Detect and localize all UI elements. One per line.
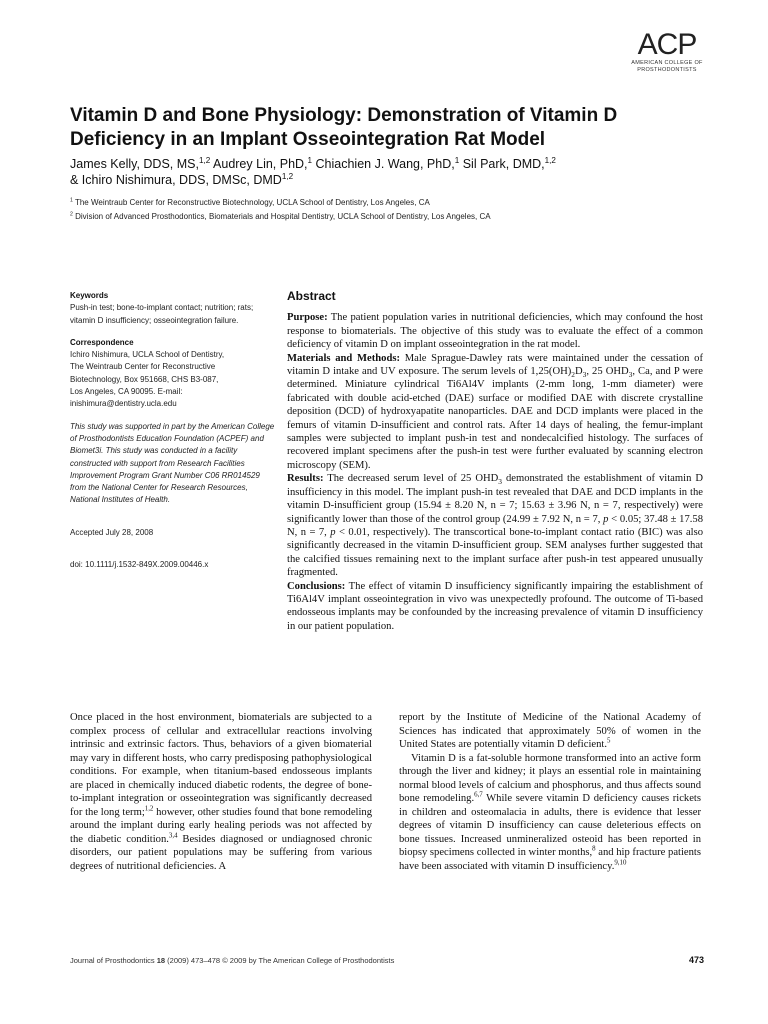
results-subscript: 3	[498, 477, 502, 487]
methods-text: , Ca, and P were determined. Miniature cylindrical Ti6Al4V implants (2-mm long, 1-mm diameter) were fabricated with double acid-etched (DAE) surface or modified DAE with discrete crystalline deposition (DCD) of hydroxyapatite nanoparticles. DAE and DCD implants were placed in the femurs of vitamin D-insufficient and control rats. After 14 days of healing, the femur-implant samples were subjected to implant push-in test and nondecalcified histology. The surfaces of recovered implant specimens after the push-in test were further evaluated by scanning electron microscopy (SEM).	[287, 366, 703, 471]
correspondence-line: Ichiro Nishimura, UCLA School of Dentistry,	[70, 350, 225, 360]
correspondence-line: The Weintraub Center for Reconstructive	[70, 362, 216, 372]
correspondence-line: Los Angeles, CA 90095. E-mail:	[70, 387, 183, 397]
journal-volume: 18	[156, 956, 166, 965]
funding-statement: This study was supported in part by the American College of Prosthodontists Education Foundation (ACPEF) and Biomet3i. This study was conducted in a facility constructed with support from Research Facilities Improvement Program Grant Number C06 RR014529 from the National Center for Research Resources, National Institutes of Health.	[70, 421, 275, 505]
results-label: Results:	[287, 473, 324, 485]
logo-mark: ACP	[637, 28, 697, 61]
affiliation-text: Division of Advanced Prosthodontics, Biomaterials and Hospital Dentistry, UCLA School of Dentistry, Los Angeles, CA	[75, 212, 491, 221]
p-symbol: p	[603, 513, 609, 525]
body-paragraph	[399, 711, 701, 752]
acp-logo	[612, 30, 722, 74]
body-text: however, other studies found that bone remodeling around the implant during early healing periods was not affected by the diabetic condition.	[70, 806, 372, 845]
citation: 6,7	[474, 791, 483, 799]
conclusions-text: The effect of vitamin D insufficiency significantly impairing the establishment of Ti6Al4V implant osseointegration in vivo was unexpectedly profound. The outcome of Ti-based endosseous implants may be confounded by the increasing prevalence of vitamin D insufficiency in our patient population.	[287, 580, 703, 632]
abstract-conclusions	[287, 580, 703, 634]
abstract-results	[287, 472, 703, 579]
body-column-right	[399, 711, 701, 873]
body-text: report by the Institute of Medicine of the National Academy of Sciences has indicated that approximately 50% of women in the United States are potentially vitamin D deficient.	[399, 712, 701, 750]
affiliation-text: The Weintraub Center for Reconstructive Biotechnology, UCLA School of Dentistry, Los Angeles, CA	[74, 198, 430, 207]
keywords-text: Push-in test; bone-to-implant contact; nutrition; rats; vitamin D insufficiency; osseointegration failure.	[70, 303, 254, 325]
abstract-purpose	[287, 311, 703, 351]
author-affil-sup: 1,2	[281, 171, 294, 181]
author-name: Audrey Lin, PhD,	[210, 157, 308, 171]
body-text: While severe vitamin D deficiency causes rickets in children and osteomalacia in adults, there is evidence that lesser degrees of vitamin D insufficiency can cause deleterious effects on bone tissues. Increased unmineralized osteoid has been reported in biopsy specimens collected in winter months,	[399, 793, 701, 858]
author-list	[70, 156, 710, 188]
body-text: Besides diagnosed or undiagnosed chronic disorders, our patient populations may be suffering from various degrees of nutritional deficiencies. A	[70, 833, 373, 872]
abstract-methods	[287, 352, 703, 473]
citation: 3,4	[168, 831, 178, 839]
results-text: The decreased serum level of 25 OHD	[323, 473, 499, 485]
body-text: and hip fracture patients have been associated with vitamin D insufficiency.	[399, 847, 701, 872]
author-affil-sup: 1	[307, 155, 313, 165]
logo-line-2: PROSTHODONTISTS	[637, 67, 697, 73]
abstract	[287, 290, 703, 633]
journal-citation: (2009) 473–478 © 2009 by The American College of Prosthodontists	[165, 956, 395, 965]
affiliation-number: 1	[70, 197, 73, 204]
affiliation	[70, 211, 710, 222]
citation: 1,2	[144, 804, 154, 812]
body-paragraph	[399, 752, 701, 874]
body-text: Once placed in the host environment, biomaterials are subjected to a complex process of cellular and extracellular reactions involving intrinsic and extrinsic factors. Thus, behaviors of a given biomaterial may vary in different hosts, who carry predisposing pathophysiological conditions. For example, when titanium-based endosseous implants are placed in chemically induced diabetic rodents, the degree of bone-to-implant integration or osseointegration was significantly decreased for the long term;	[70, 712, 372, 818]
author-affil-sup: 1,2	[198, 155, 211, 165]
affiliation	[70, 197, 710, 208]
author-name: & Ichiro Nishimura, DDS, DMSc, DMD	[70, 173, 282, 187]
citation: 5	[607, 737, 611, 745]
doi: doi: 10.1111/j.1532-849X.2009.00446.x	[70, 560, 209, 570]
correspondence-email: inishimura@dentistry.ucla.edu	[70, 399, 177, 409]
journal-name: Journal of Prosthodontics	[70, 956, 157, 965]
methods-subscript: 2	[571, 370, 575, 380]
author-name: Chiachien J. Wang, PhD,	[312, 157, 455, 171]
purpose-text: The patient population varies in nutritional deficiencies, which may confound the host response to biomaterials. The objective of this study was to evaluate the effect of a common deficiency of vitamin D on implant osseointegration in the rat model.	[287, 312, 703, 351]
methods-text: Male Sprague-Dawley rats were maintained under the cessation of vitamin D intake and UV exposure. The serum levels of 1,25(OH)	[287, 352, 703, 378]
author-affil-sup: 1,2	[544, 155, 556, 165]
author-affil-sup: 1	[454, 155, 460, 165]
citation: 8	[592, 845, 596, 853]
body-paragraph	[70, 711, 372, 873]
citation: 9,10	[614, 858, 627, 866]
correspondence-heading: Correspondence	[70, 337, 134, 347]
methods-text: , 25 OHD	[586, 366, 629, 378]
methods-subscript: 3	[628, 370, 633, 380]
body-column-left	[70, 711, 372, 873]
conclusions-label: Conclusions:	[287, 580, 346, 592]
results-text: demonstrated the establishment of vitamin D insufficiency in this model. The implant push-in test revealed that DAE and DCD implants in the vitamin D-insufficient group (15.94 ± 8.20 N, n = 7; 15.63 ± 3.96 N, n = 7, respectively) were significantly lower than those of the control group (24.99 ± 7.92 N, n = 7,	[287, 473, 704, 525]
purpose-label: Purpose:	[287, 312, 328, 324]
page-footer	[70, 956, 704, 965]
page-number: 473	[688, 955, 704, 965]
methods-text: D	[575, 366, 583, 378]
author-name: Sil Park, DMD,	[459, 157, 545, 171]
methods-subscript: 3	[582, 370, 587, 380]
body-text: Vitamin D is a fat-soluble hormone transformed into an active form through the liver and kidney; it plays an essential role in maintaining normal blood levels of calcium and phosphorus, and thus affects sound bone remodeling.	[399, 752, 701, 804]
p-symbol: p	[330, 526, 336, 538]
keywords-heading: Keywords	[70, 291, 109, 300]
abstract-heading: Abstract	[287, 289, 336, 303]
methods-label: Materials and Methods:	[287, 352, 400, 364]
article-sidebar	[70, 290, 275, 571]
accepted-date: Accepted July 28, 2008	[70, 527, 154, 537]
correspondence-line: Biotechnology, Box 951668, CHS B3-087,	[70, 374, 219, 384]
results-text: < 0.01, respectively). The transcortical bone-to-implant contact ratio (BIC) was also significantly decreased in the vitamin D-insufficient group. SEM analyses further suggested that the calcified tissues remaining next to the implant surface after push-in test appeared unusually fragmented.	[287, 526, 704, 579]
affiliation-number: 2	[70, 211, 73, 218]
results-text: < 0.05; 37.48 ± 17.58 N, n = 7,	[287, 513, 703, 538]
logo-line-1: AMERICAN COLLEGE OF	[631, 60, 703, 66]
author-name: James Kelly, DDS, MS,	[70, 157, 199, 171]
article-title: Vitamin D and Bone Physiology: Demonstration of Vitamin D Deficiency in an Implant Osseointegration Rat Model	[70, 105, 618, 150]
